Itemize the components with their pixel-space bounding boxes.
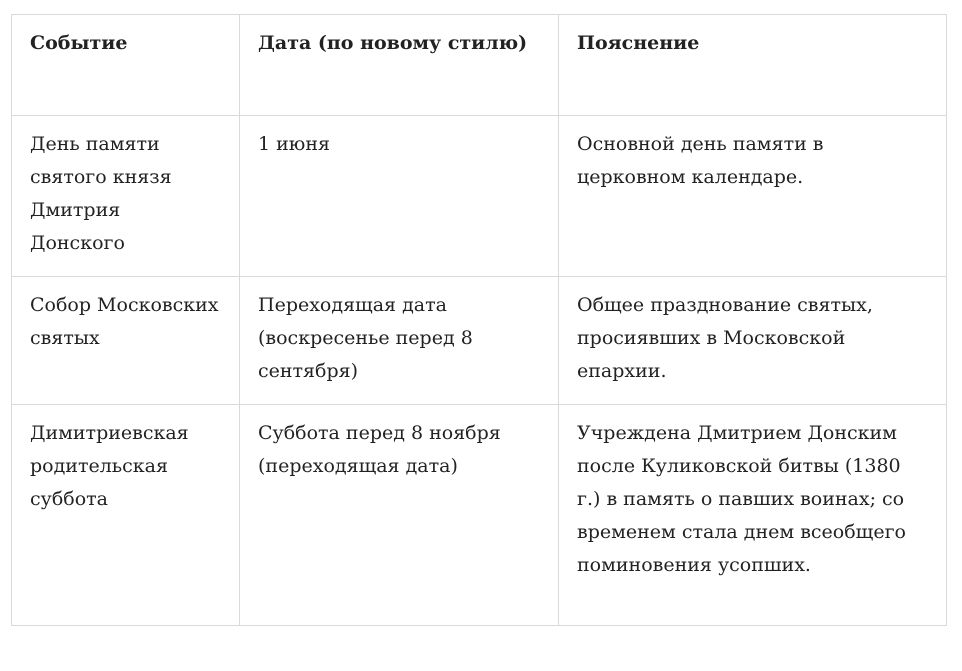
cell-date-text: 1 июня (258, 133, 330, 155)
cell-note-text: Основной день памяти в церковном календаре. (577, 133, 824, 188)
header-note (559, 15, 947, 116)
cell-note (559, 405, 947, 626)
table-row (12, 405, 947, 626)
header-event (12, 15, 240, 116)
cell-date-text: Переходящая дата (воскресенье перед 8 сентября) (258, 294, 473, 382)
table-header-row (12, 15, 947, 116)
cell-note (559, 277, 947, 405)
cell-event-text: День памяти святого князя Дмитрия Донского (30, 133, 172, 254)
header-date (240, 15, 559, 116)
cell-event (12, 116, 240, 277)
cell-event-text: Димитриевская родительская суббота (30, 422, 189, 510)
cell-event (12, 405, 240, 626)
cell-event-text: Собор Московских святых (30, 294, 219, 349)
header-event-label: Событие (30, 32, 128, 54)
events-table (11, 14, 947, 626)
header-note-label: Пояснение (577, 32, 700, 54)
cell-date (240, 405, 559, 626)
events-table-container (11, 14, 946, 626)
cell-note-text: Учреждена Дмитрием Донским после Куликовской битвы (1380 г.) в память о павших воинах; со временем стала днем всеобщего поминовения усопших. (577, 422, 906, 576)
cell-date (240, 116, 559, 277)
table-row (12, 277, 947, 405)
cell-note-text: Общее празднование святых, просиявших в Московской епархии. (577, 294, 873, 382)
header-date-label: Дата (по новому стилю) (258, 32, 528, 54)
cell-note (559, 116, 947, 277)
cell-date (240, 277, 559, 405)
cell-event (12, 277, 240, 405)
table-row (12, 116, 947, 277)
cell-date-text: Суббота перед 8 ноября (переходящая дата) (258, 422, 501, 477)
